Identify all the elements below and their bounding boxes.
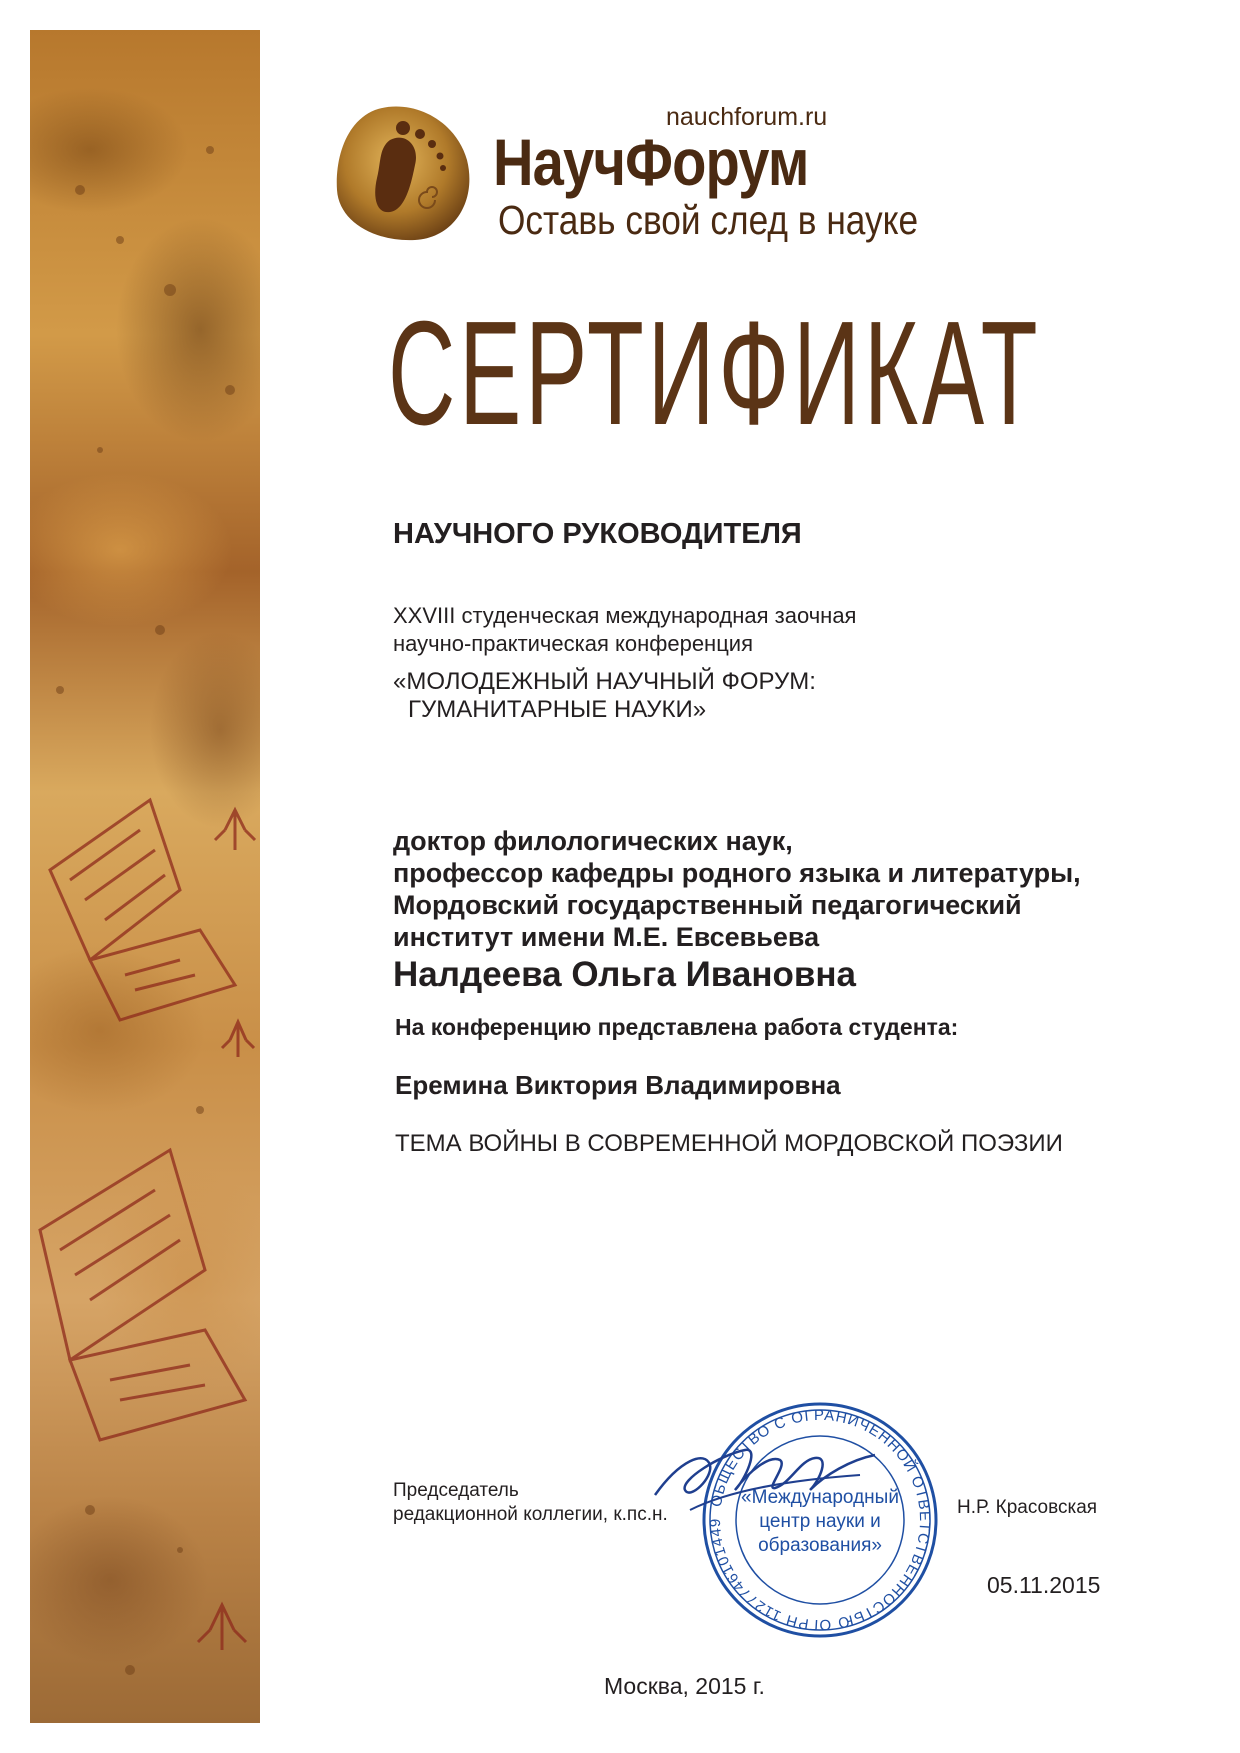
conference-line-1: XXVIII студенческая международная заочная — [393, 603, 857, 628]
issue-place: Москва, 2015 г. — [604, 1673, 765, 1699]
work-intro: На конференцию представлена работа студента: — [395, 1014, 959, 1040]
supervisor-degree-line-3: Мордовский государственный педагогический — [393, 890, 1022, 920]
student-name: Еремина Виктория Владимировна — [395, 1070, 841, 1100]
rock-art-illustration — [30, 30, 260, 1723]
conference-line-2: научно-практическая конференция — [393, 631, 754, 656]
signer-name: Н.Р. Красовская — [957, 1497, 1098, 1518]
certificate-role: НАУЧНОГО РУКОВОДИТЕЛЯ — [393, 518, 802, 550]
stamp-center-line-3: образования» — [758, 1535, 882, 1556]
supervisor-name: Налдеева Ольга Ивановна — [393, 955, 856, 994]
footprint-logo-icon — [335, 100, 475, 245]
handwritten-signature — [650, 1420, 880, 1530]
supervisor-degree-line-2: профессор кафедры родного языка и литературы, — [393, 858, 1081, 888]
supervisor-degree-line-1: доктор филологических наук, — [393, 826, 793, 856]
decorative-side-band — [30, 30, 260, 1723]
work-topic: ТЕМА ВОЙНЫ В СОВРЕМЕННОЙ МОРДОВСКОЙ ПОЭЗИИ — [395, 1130, 1063, 1157]
conference-name-line-1: «МОЛОДЕЖНЫЙ НАУЧНЫЙ ФОРУМ: — [393, 668, 816, 695]
signer-position-line-1: Председатель — [393, 1480, 519, 1501]
supervisor-degree-line-4: институт имени М.Е. Евсевьева — [393, 922, 820, 952]
issue-date: 05.11.2015 — [987, 1572, 1101, 1598]
stamp-center-line-2: центр науки и — [759, 1511, 881, 1532]
stamp-center-line-1: «Международный — [741, 1487, 899, 1508]
stamp-ring-text: ОБЩЕСТВО С ОГРАНИЧЕННОЙ ОТВЕТСТВЕННОСТЬЮ ОГРН 1127746101449 — [706, 1406, 934, 1634]
signer-position-line-2: редакционной коллегии, к.пс.н. — [393, 1504, 668, 1525]
nauchforum-logo — [335, 100, 475, 245]
brand-name: НаучФорум — [493, 125, 809, 199]
conference-name-line-2: ГУМАНИТАРНЫЕ НАУКИ» — [408, 696, 707, 723]
signature-icon — [650, 1420, 880, 1530]
certificate-title: СЕРТИФИКАТ — [388, 291, 1042, 456]
brand-url: nauchforum.ru — [666, 103, 828, 131]
brand-tagline: Оставь свой след в науке — [498, 197, 919, 243]
